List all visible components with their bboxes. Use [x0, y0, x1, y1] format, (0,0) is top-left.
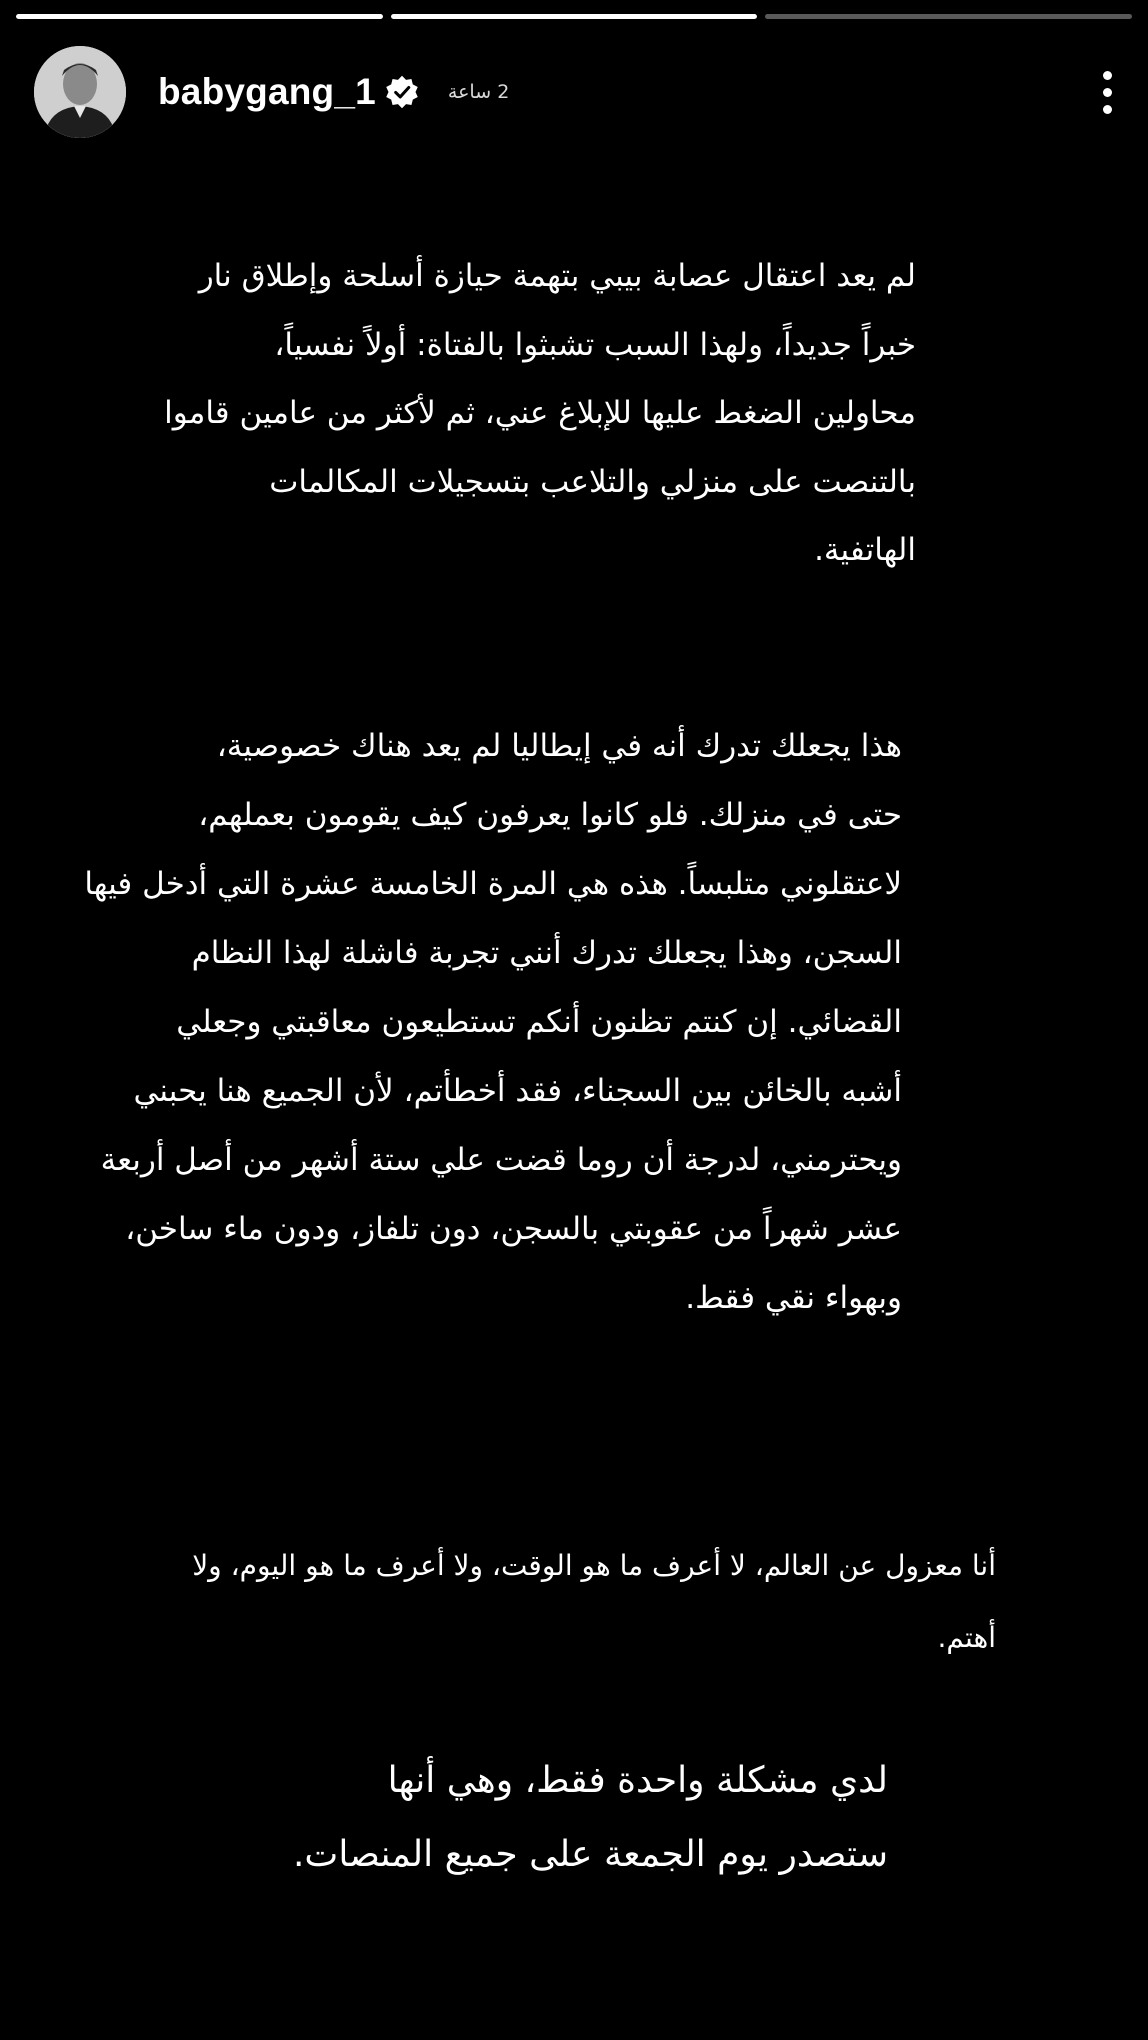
- text-line: السجن، وهذا يجعلك تدرك أنني تجربة فاشلة لهذا النظام: [191, 935, 902, 971]
- progress-segment: [16, 14, 383, 19]
- progress-segment: [765, 14, 1132, 19]
- story-text-paragraph-1: [164, 242, 916, 585]
- text-line: خبراً جديداً، ولهذا السبب تشبثوا بالفتاة: أولاً نفسياً،: [274, 326, 916, 363]
- text-line: عشر شهراً من عقوبتي بالسجن، دون تلفاز، ودون ماء ساخن،: [125, 1211, 902, 1247]
- text-line: لدي مشكلة واحدة فقط، وهي أنها: [387, 1760, 888, 1801]
- text-line: لم يعد اعتقال عصابة بيبي بتهمة حيازة أسلحة وإطلاق نار: [198, 258, 916, 294]
- verified-badge-icon: [384, 74, 420, 110]
- text-line: الهاتفية.: [814, 532, 916, 568]
- avatar[interactable]: [34, 46, 126, 138]
- story-text-paragraph-4: [293, 1744, 888, 1892]
- post-time: 2 ساعة: [447, 81, 510, 103]
- text-line: وبهواء نقي فقط.: [685, 1280, 902, 1316]
- text-line: ستصدر يوم الجمعة على جميع المنصات.: [292, 1834, 888, 1875]
- story-text-paragraph-2: [84, 712, 902, 1333]
- text-line: أشبه بالخائن بين السجناء، فقد أخطأتم، لأن الجميع هنا يحبني: [133, 1073, 902, 1109]
- text-line: ويحترمني، لدرجة أن روما قضت علي ستة أشهر من أصل أربعة: [100, 1142, 902, 1178]
- text-line: حتى في منزلك. فلو كانوا يعرفون كيف يقومون بعملهم،: [198, 797, 902, 833]
- username[interactable]: babygang_1: [158, 71, 376, 112]
- text-line: هذا يجعلك تدرك أنه في إيطاليا لم يعد هناك خصوصية،: [216, 728, 902, 764]
- story-progress-bar: [16, 14, 1132, 19]
- text-line: لاعتقلوني متلبساً. هذه هي المرة الخامسة عشرة التي أدخل فيها: [84, 866, 902, 902]
- more-vertical-icon[interactable]: [1092, 62, 1122, 122]
- text-line: أنا معزول عن العالم، لا أعرف ما هو الوقت، ولا أعرف ما هو اليوم، ولا: [192, 1549, 996, 1582]
- story-header: [34, 46, 1122, 138]
- story-text-paragraph-3: [192, 1530, 996, 1674]
- progress-segment: [391, 14, 758, 19]
- progress-segment-fill: [391, 14, 758, 19]
- text-line: القضائي. إن كنتم تظنون أنكم تستطيعون معاقبتي وجعلي: [176, 1004, 902, 1040]
- text-line: بالتنصت على منزلي والتلاعب بتسجيلات المكالمات: [269, 463, 916, 500]
- progress-segment-fill: [16, 14, 383, 19]
- text-line: أهتم.: [937, 1621, 996, 1654]
- text-line: محاولين الضغط عليها للإبلاغ عني، ثم لأكثر من عامين قاموا: [164, 395, 916, 431]
